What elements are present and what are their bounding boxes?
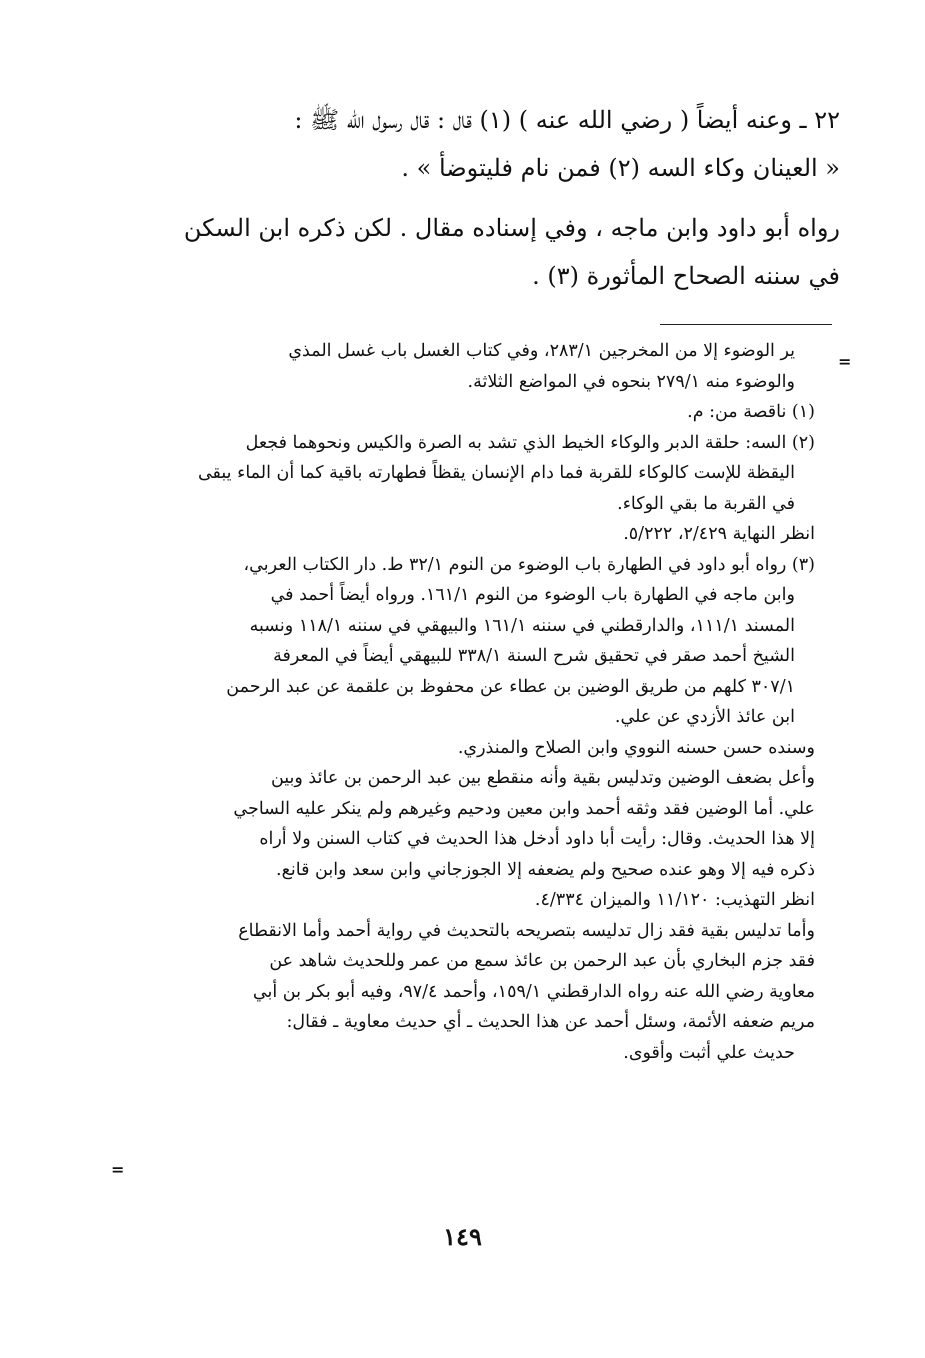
footnote-line: ابن عائذ الأزدي عن علي.: [614, 707, 795, 727]
footnote-line: اليقظة للإست كالوكاء للقربة فما دام الإنسان يقظاً فطهارته باقية كما أن الماء يبقى: [197, 463, 795, 483]
footnote-separator: [660, 324, 832, 325]
footnote-line: (٢) السه: حلقة الدبر والوكاء الخيط الذي تشد به الصرة والكيس ونحوهما فجعل: [245, 432, 815, 453]
footnote-line: وأعل بضعف الوضين وتدليس بقية وأنه منقطع بين عبد الرحمن بن عائذ وبين: [270, 768, 815, 788]
footnote-line: وسنده حسن حسنه النووي وابن الصلاح والمنذري.: [457, 737, 815, 758]
footnote-line: والوضوء منه ٢٧٩/١ بنحوه في المواضع الثلاثة.: [467, 371, 795, 392]
footnote-line: انظر التهذيب: ١١/١٢٠ والميزان ٤/٣٣٤.: [534, 890, 815, 910]
footnote-line: المسند ١١١/١، والدارقطني في سننه ١٦١/١ والبيهقي في سننه ١١٨/١ ونسبه: [249, 615, 795, 636]
footnote-line: ٣٠٧/١ كلهم من طريق الوضين بن عطاء عن محفوظ بن علقمة عن عبد الرحمن: [226, 676, 795, 697]
footnote-line: انظر النهاية ٢/٤٢٩، ٥/٢٢٢.: [623, 524, 815, 544]
hadith-line-1: ٢٢ ـ وعنه أيضاً ( رضي الله عنه ) (١) قال : قال رسول الله ﷺ :: [294, 106, 840, 134]
hadith-paragraph: [135, 96, 840, 192]
footnote-line: الشيخ أحمد صقر في تحقيق شرح السنة ٣٣٨/١ للبيهقي أيضاً في المعرفة: [273, 646, 795, 666]
commentary-paragraph: [135, 204, 840, 300]
footnote-line: مريم ضعفه الأئمة، وسئل أحمد عن هذا الحديث ـ أي حديث معاوية ـ فقال:: [286, 1012, 815, 1032]
footnote-line: علي. أما الوضين فقد وثقه أحمد وابن معين ودحيم وغيرهم ولم ينكر عليه الساجي: [233, 798, 815, 819]
hadith-line-2: « العينان وكاء السه (٢) فمن نام فليتوضأ » .: [401, 154, 840, 182]
footnote-line: حديث علي أثبت وأقوى.: [623, 1042, 795, 1063]
footnote-line: (١) ناقصة من: م.: [687, 402, 815, 422]
footnote-line: في القربة ما بقي الوكاء.: [617, 493, 795, 514]
footnote-line: فقد جزم البخاري بأن عبد الرحمن بن عائذ سمع من عمر وللحديث شاهد عن: [269, 951, 815, 971]
footnote-line: (٣) رواه أبو داود في الطهارة باب الوضوء من النوم ٣٢/١ ط. دار الكتاب العربي،: [243, 554, 815, 575]
footnote-line: وابن ماجه في الطهارة باب الوضوء من النوم ١٦١/١. ورواه أيضاً أحمد في: [270, 585, 795, 605]
continuation-marker-top: =: [838, 352, 852, 371]
footnote-line: إلا هذا الحديث. وقال: رأيت أبا داود أدخل هذا الحديث في كتاب السنن ولا أراه: [259, 829, 815, 849]
footnotes: [135, 336, 815, 1068]
commentary-line-1: رواه أبو داود وابن ماجه ، وفي إسناده مقال . لكن ذكره ابن السكن: [183, 214, 840, 242]
continuation-marker-bottom: =: [111, 1160, 125, 1179]
footnote-line: ير الوضوء إلا من المخرجين ٢٨٣/١، وفي كتاب الغسل باب غسل المذي: [288, 341, 795, 361]
footnote-line: معاوية رضي الله عنه رواه الدارقطني ١٥٩/١، وأحمد ٩٧/٤، وفيه أبو بكر بن أبي: [252, 981, 815, 1002]
main-text: [135, 96, 840, 300]
commentary-line-2: في سننه الصحاح المأثورة (٣) .: [532, 262, 840, 290]
footnote-line: وأما تدليس بقية فقد زال تدليسه بتصريحه بالتحديث في رواية أحمد وأما الانقطاع: [238, 920, 815, 941]
footnote-line: ذكره فيه إلا وهو عنده صحيح ولم يضعفه إلا الجوزجاني وابن سعد وابن قانع.: [276, 859, 815, 880]
page-number: ١٤٩: [443, 1222, 482, 1251]
